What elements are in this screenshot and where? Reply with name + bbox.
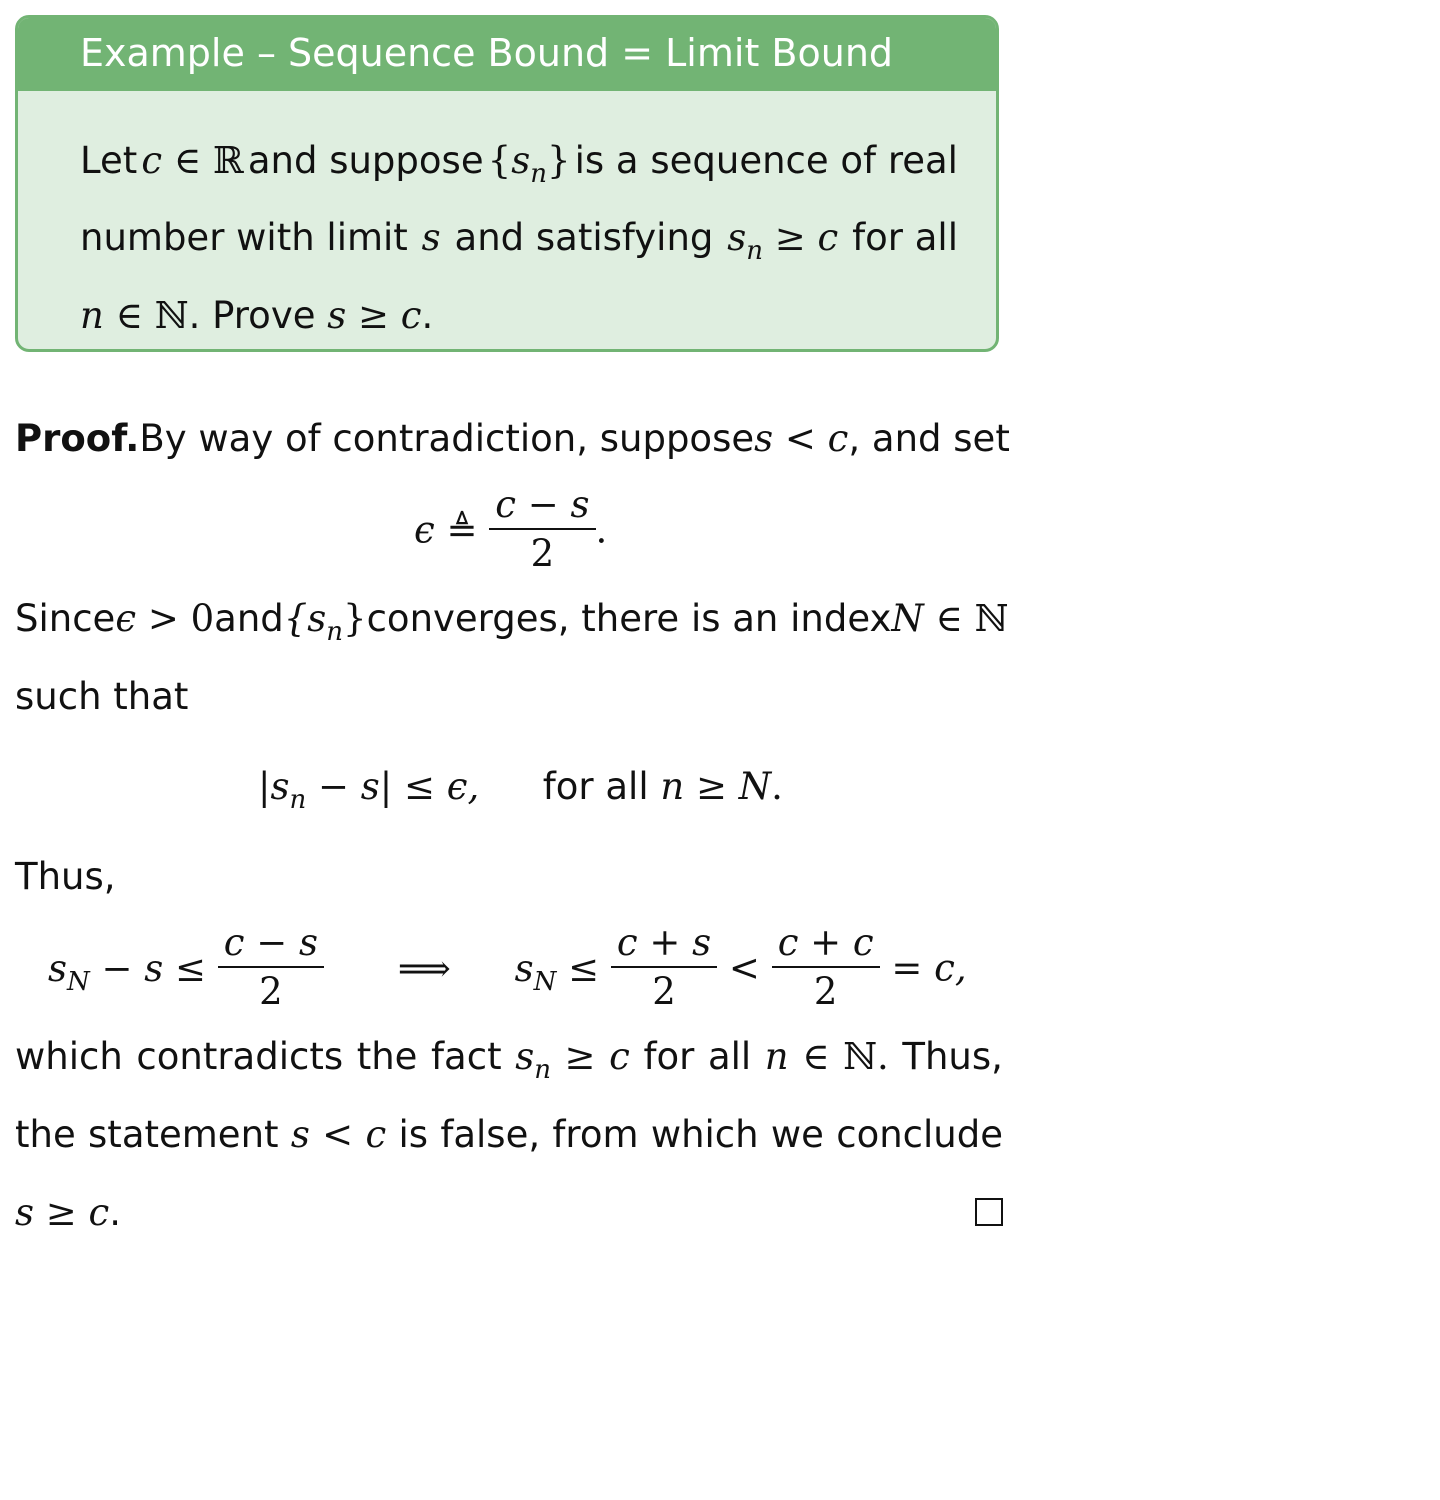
implication-chain: $s_N - s$ ≤ $\frac{c - s}{2}$ ⟹ $s_N$ ≤ $\frac{c + s}{2}$ < $\frac{c + c}{2}$ = c, — [48, 920, 988, 1020]
statement-line: the statement s < c is false, from which we conclude — [15, 1113, 1003, 1156]
fraction: $\frac{c + c}{2}$ — [772, 920, 880, 1016]
example-box — [15, 15, 999, 352]
qed-square-icon — [975, 1198, 1003, 1226]
example-line-1: Let c ∈ ℝ and suppose $\{s_n\}$ is a sequence of real — [80, 139, 958, 189]
fraction: $\frac{c + s}{2}$ — [611, 920, 717, 1016]
example-title: Example – Sequence Bound = Limit Bound — [18, 18, 996, 91]
fraction: $\frac{c - s}{2}$ — [489, 482, 595, 578]
proof-intro: Proof. By way of contradiction, suppose s < c, and set — [15, 414, 1003, 464]
thus: Thus, — [15, 855, 116, 898]
abs-inequality: $|s_n - s| \le \epsilon$, for all n ≥ N. — [258, 765, 783, 815]
proof-label: Proof. — [15, 417, 140, 460]
fraction: $\frac{c - s}{2}$ — [218, 920, 324, 1016]
conclusion: s ≥ c. — [15, 1191, 122, 1234]
such-that: such that — [15, 675, 189, 718]
example-line-2: number with limit s and satisfying $s_n \ge c$ for all — [80, 216, 958, 266]
example-line-3: n ∈ ℕ. Prove s ≥ c. — [80, 294, 434, 337]
since-line: Since ϵ > 0 and $\{s_n\}$ converges, there is an index N ∈ ℕ — [15, 597, 1009, 647]
epsilon-definition: ϵ ≜ $\frac{c - s}{2}$ . — [414, 482, 607, 582]
contradiction-line: which contradicts the fact $s_n$ ≥ c for all n ∈ ℕ. Thus, — [15, 1035, 1003, 1085]
